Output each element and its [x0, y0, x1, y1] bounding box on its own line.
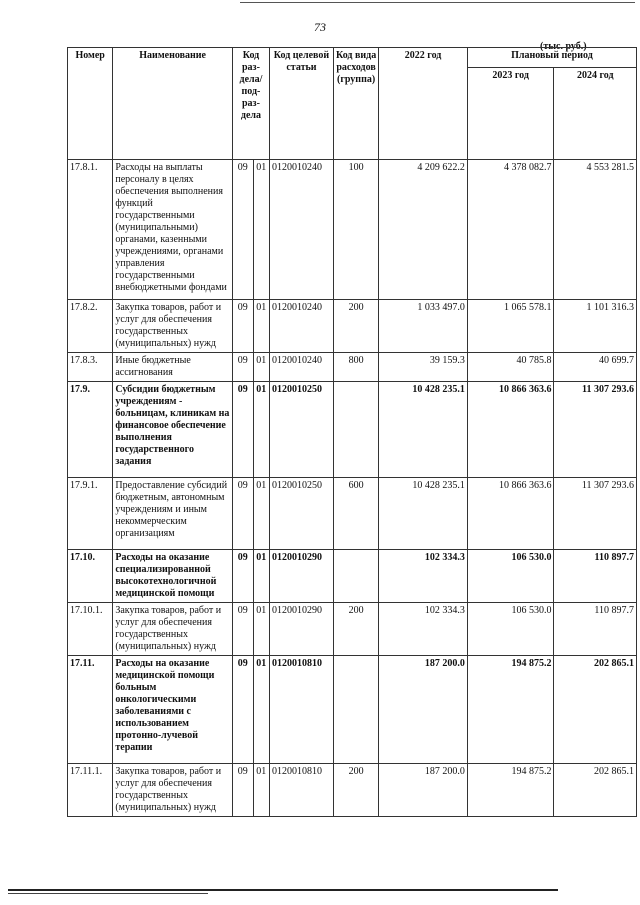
row-number: 17.9.	[68, 382, 113, 478]
row-2022: 39 159.3	[379, 353, 468, 382]
row-target: 0120010290	[270, 603, 334, 656]
row-section: 09	[232, 764, 253, 817]
row-target: 0120010240	[270, 300, 334, 353]
row-name: Закупка товаров, работ и услуг для обеспечения государственных (муниципальных) нужд	[113, 300, 233, 353]
row-2024: 11 307 293.6	[554, 478, 637, 550]
row-2024: 40 699.7	[554, 353, 637, 382]
header-number: Номер	[68, 48, 113, 160]
units-label: (тыс. руб.)	[540, 41, 587, 52]
row-number: 17.9.1.	[68, 478, 113, 550]
header-target: Код целевой статьи	[270, 48, 334, 160]
row-2023: 106 530.0	[467, 550, 554, 603]
header-2022: 2022 год	[379, 48, 468, 160]
row-expense-type	[333, 550, 378, 603]
row-section: 09	[232, 160, 253, 300]
table-row	[68, 353, 637, 382]
table-row	[68, 603, 637, 656]
row-expense-type	[333, 382, 378, 478]
row-target: 0120010250	[270, 478, 334, 550]
row-2022: 10 428 235.1	[379, 382, 468, 478]
header-section: Код раз- дела/ под- раз- дела	[232, 48, 269, 160]
row-expense-type	[333, 656, 378, 764]
row-subsection: 01	[253, 478, 270, 550]
row-2024: 11 307 293.6	[554, 382, 637, 478]
top-rule	[240, 2, 635, 3]
row-section: 09	[232, 353, 253, 382]
row-2024: 110 897.7	[554, 550, 637, 603]
budget-table	[67, 47, 637, 817]
row-name: Предоставление субсидий бюджетным, автономным учреждениям и иным некоммерческим организациям	[113, 478, 233, 550]
row-2023: 106 530.0	[467, 603, 554, 656]
table-body	[68, 160, 637, 817]
row-target: 0120010290	[270, 550, 334, 603]
row-2023: 10 866 363.6	[467, 382, 554, 478]
row-subsection: 01	[253, 656, 270, 764]
row-name: Расходы на оказание медицинской помощи больным онкологическими заболеваниями с использованием протонно-лучевой терапии	[113, 656, 233, 764]
row-2024: 202 865.1	[554, 764, 637, 817]
row-2022: 102 334.3	[379, 603, 468, 656]
row-2023: 40 785.8	[467, 353, 554, 382]
row-section: 09	[232, 478, 253, 550]
row-subsection: 01	[253, 550, 270, 603]
table-row	[68, 300, 637, 353]
row-number: 17.8.1.	[68, 160, 113, 300]
header-expense-type: Код вида расходов (группа)	[333, 48, 378, 160]
table-row	[68, 656, 637, 764]
row-expense-type: 800	[333, 353, 378, 382]
row-2024: 202 865.1	[554, 656, 637, 764]
bottom-rule	[8, 889, 558, 891]
row-subsection: 01	[253, 764, 270, 817]
table-row	[68, 550, 637, 603]
row-2022: 187 200.0	[379, 656, 468, 764]
row-name: Расходы на выплаты персоналу в целях обеспечения выполнения функций государственными (муниципальными) органами, казенными учреждениями, органами управления государственными внебюджетными фондами	[113, 160, 233, 300]
row-2024: 110 897.7	[554, 603, 637, 656]
page-number: 73	[314, 20, 326, 34]
row-2023: 1 065 578.1	[467, 300, 554, 353]
table-row	[68, 764, 637, 817]
row-target: 0120010240	[270, 353, 334, 382]
row-section: 09	[232, 603, 253, 656]
row-expense-type: 200	[333, 764, 378, 817]
row-expense-type: 200	[333, 300, 378, 353]
row-section: 09	[232, 550, 253, 603]
table-row	[68, 382, 637, 478]
row-name: Субсидии бюджетным учреждениям - больницам, клиникам на финансовое обеспечение выполнения государственного задания	[113, 382, 233, 478]
row-section: 09	[232, 656, 253, 764]
row-2023: 10 866 363.6	[467, 478, 554, 550]
row-target: 0120010250	[270, 382, 334, 478]
row-expense-type: 600	[333, 478, 378, 550]
row-2022: 10 428 235.1	[379, 478, 468, 550]
row-number: 17.8.3.	[68, 353, 113, 382]
row-2023: 194 875.2	[467, 656, 554, 764]
row-expense-type: 100	[333, 160, 378, 300]
row-name: Иные бюджетные ассигнования	[113, 353, 233, 382]
row-2023: 194 875.2	[467, 764, 554, 817]
row-subsection: 01	[253, 300, 270, 353]
row-number: 17.11.	[68, 656, 113, 764]
row-target: 0120010810	[270, 764, 334, 817]
table-row	[68, 160, 637, 300]
row-number: 17.11.1.	[68, 764, 113, 817]
row-subsection: 01	[253, 603, 270, 656]
row-number: 17.10.1.	[68, 603, 113, 656]
row-2023: 4 378 082.7	[467, 160, 554, 300]
header-planned: Плановый период	[467, 48, 636, 68]
row-subsection: 01	[253, 353, 270, 382]
row-2024: 1 101 316.3	[554, 300, 637, 353]
row-name: Закупка товаров, работ и услуг для обеспечения государственных (муниципальных) нужд	[113, 764, 233, 817]
row-2022: 1 033 497.0	[379, 300, 468, 353]
row-subsection: 01	[253, 160, 270, 300]
row-expense-type: 200	[333, 603, 378, 656]
row-section: 09	[232, 300, 253, 353]
row-name: Закупка товаров, работ и услуг для обеспечения государственных (муниципальных) нужд	[113, 603, 233, 656]
header-2023: 2023 год	[467, 68, 554, 160]
row-section: 09	[232, 382, 253, 478]
header-2024: 2024 год	[554, 68, 637, 160]
bottom-rule-2	[8, 893, 208, 894]
row-2022: 102 334.3	[379, 550, 468, 603]
row-target: 0120010240	[270, 160, 334, 300]
row-2022: 4 209 622.2	[379, 160, 468, 300]
header-name: Наименование	[113, 48, 233, 160]
header-row-1	[68, 48, 637, 68]
row-name: Расходы на оказание специализированной высокотехнологичной медицинской помощи	[113, 550, 233, 603]
row-target: 0120010810	[270, 656, 334, 764]
row-number: 17.10.	[68, 550, 113, 603]
row-2024: 4 553 281.5	[554, 160, 637, 300]
row-subsection: 01	[253, 382, 270, 478]
row-number: 17.8.2.	[68, 300, 113, 353]
row-2022: 187 200.0	[379, 764, 468, 817]
table-row	[68, 478, 637, 550]
